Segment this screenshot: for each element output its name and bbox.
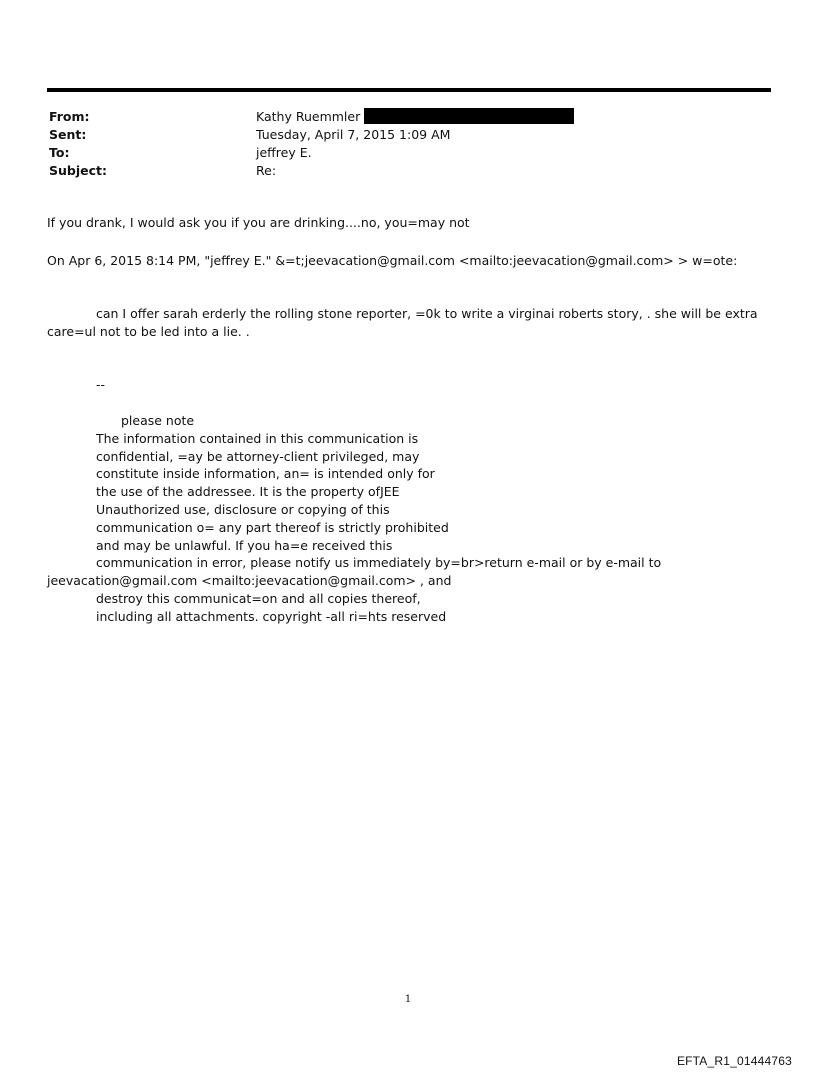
disclaimer-line: and may be unlawful. If you ha=e received this — [96, 537, 393, 553]
disclaimer-line: communication in error, please notify us immediately by=br>return e-mail or by e-mail to — [96, 555, 662, 571]
bates-number: EFTA_R1_01444763 — [676, 1054, 792, 1068]
disclaimer-line: including all attachments. copyright -all ri=hts reserved — [96, 608, 447, 624]
disclaimer-line: Unauthorized use, disclosure or copying of this — [96, 501, 390, 517]
quote-intro: On Apr 6, 2015 8:14 PM, "jeffrey E." &=t;jeevacation@gmail.com <mailto:jeevacation@gmail.com> > w=ote: — [47, 253, 738, 268]
disclaimer-line: communication o= any part thereof is strictly prohibited — [96, 519, 449, 535]
email-header — [49, 108, 749, 180]
page-number: 1 — [404, 994, 412, 1005]
disclaimer-line: please note — [121, 413, 195, 428]
from-name: Kathy Ruemmler — [256, 109, 361, 124]
to-label: To: — [49, 145, 70, 160]
sent-value: Tuesday, April 7, 2015 1:09 AM — [256, 127, 451, 142]
disclaimer-line: The information contained in this communication is — [96, 430, 419, 446]
from-row — [49, 108, 749, 126]
top-rule — [47, 88, 771, 92]
from-value — [256, 108, 574, 126]
from-label: From: — [49, 109, 90, 124]
disclaimer-line: constitute inside information, an= is intended only for — [96, 466, 435, 482]
subject-label: Subject: — [49, 163, 107, 178]
message-line-2: care=ul not to be led into a lie. . — [47, 324, 250, 339]
disclaimer-line: destroy this communicat=on and all copies thereof, — [96, 590, 421, 606]
message-line-1: can I offer sarah erderly the rolling stone reporter, =0k to write a virginai roberts story, . she will be extra — [96, 306, 758, 321]
to-row — [49, 144, 749, 162]
subject-row — [49, 162, 749, 180]
sent-label: Sent: — [49, 127, 87, 142]
disclaimer-line: confidential, =ay be attorney-client privileged, may — [96, 448, 420, 464]
disclaimer-block — [47, 412, 747, 626]
disclaimer-email-line: jeevacation@gmail.com <mailto:jeevacation@gmail.com> , and — [47, 573, 452, 589]
redaction-box — [364, 108, 574, 124]
disclaimer-line: the use of the addressee. It is the property ofJEE — [96, 484, 400, 500]
reply-line: If you drank, I would ask you if you are drinking....no, you=may not — [47, 215, 470, 230]
to-value: jeffrey E. — [256, 145, 312, 160]
signature-separator: -- — [96, 377, 106, 392]
sent-row — [49, 126, 749, 144]
subject-value: Re: — [256, 163, 277, 178]
